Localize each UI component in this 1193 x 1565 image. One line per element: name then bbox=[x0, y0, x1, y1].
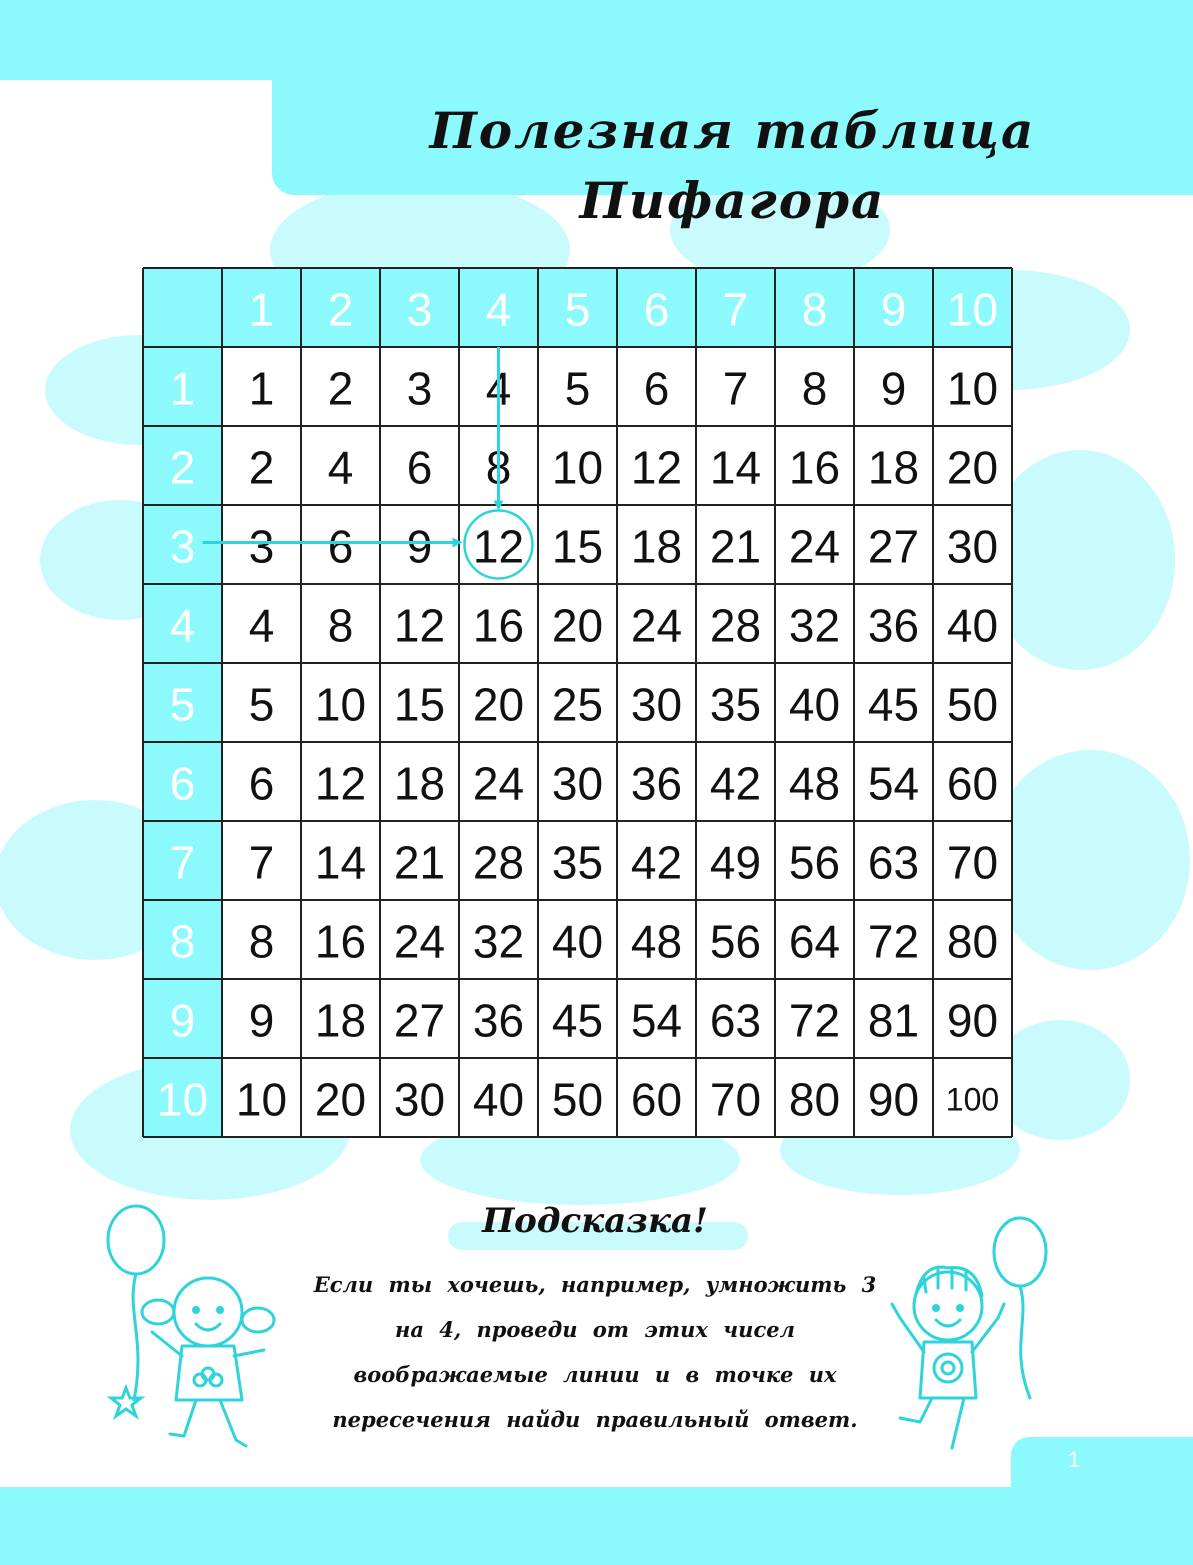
table-cell-9x5: 45 bbox=[551, 994, 604, 1047]
table-cell-7x6: 42 bbox=[630, 836, 683, 889]
table-cell-6x6: 36 bbox=[630, 757, 683, 810]
table-cell-9x3: 27 bbox=[393, 994, 446, 1047]
table-cell-3x9: 27 bbox=[867, 520, 920, 573]
column-header-6: 6 bbox=[643, 283, 670, 336]
table-cell-2x2: 4 bbox=[327, 441, 354, 494]
table-cell-8x8: 64 bbox=[788, 915, 841, 968]
table-cell-1x3: 3 bbox=[406, 362, 433, 415]
table-cell-4x6: 24 bbox=[630, 599, 683, 652]
table-cell-8x3: 24 bbox=[393, 915, 446, 968]
table-cell-3x8: 24 bbox=[788, 520, 841, 573]
table-cell-1x8: 8 bbox=[801, 362, 828, 415]
table-cell-8x2: 16 bbox=[314, 915, 367, 968]
table-cell-5x10: 50 bbox=[946, 678, 999, 731]
table-cell-1x7: 7 bbox=[722, 362, 749, 415]
column-header-3: 3 bbox=[406, 283, 433, 336]
table-cell-3x7: 21 bbox=[709, 520, 762, 573]
table-cell-7x7: 49 bbox=[709, 836, 762, 889]
column-header-4: 4 bbox=[485, 283, 512, 336]
table-cell-10x7: 70 bbox=[709, 1073, 762, 1126]
column-header-10: 10 bbox=[946, 283, 999, 336]
girl-with-balloon-icon bbox=[96, 1200, 286, 1460]
hint-heading: Подсказка! bbox=[482, 1201, 708, 1241]
table-cell-6x5: 30 bbox=[551, 757, 604, 810]
table-cell-3x6: 18 bbox=[630, 520, 683, 573]
table-cell-2x9: 18 bbox=[867, 441, 920, 494]
column-header-5: 5 bbox=[564, 283, 591, 336]
table-cell-5x4: 20 bbox=[472, 678, 525, 731]
table-cell-7x8: 56 bbox=[788, 836, 841, 889]
table-cell-7x2: 14 bbox=[314, 836, 367, 889]
table-cell-4x10: 40 bbox=[946, 599, 999, 652]
row-header-4: 4 bbox=[169, 599, 196, 652]
row-header-9: 9 bbox=[169, 994, 196, 1047]
table-cell-4x4: 16 bbox=[472, 599, 525, 652]
page-number-tab bbox=[1011, 1437, 1193, 1497]
column-header-1: 1 bbox=[248, 283, 275, 336]
table-cell-8x9: 72 bbox=[867, 915, 920, 968]
table-cell-10x9: 90 bbox=[867, 1073, 920, 1126]
row-header-8: 8 bbox=[169, 915, 196, 968]
table-cell-5x7: 35 bbox=[709, 678, 762, 731]
table-cell-10x3: 30 bbox=[393, 1073, 446, 1126]
table-cell-1x6: 6 bbox=[643, 362, 670, 415]
table-cell-6x2: 12 bbox=[314, 757, 367, 810]
table-cell-5x8: 40 bbox=[788, 678, 841, 731]
row-header-3: 3 bbox=[169, 520, 196, 573]
table-cell-4x8: 32 bbox=[788, 599, 841, 652]
row-header-6: 6 bbox=[169, 757, 196, 810]
table-cell-8x4: 32 bbox=[472, 915, 525, 968]
table-cell-6x1: 6 bbox=[248, 757, 275, 810]
table-cell-1x4: 4 bbox=[485, 362, 512, 415]
bottom-band bbox=[0, 1487, 1193, 1565]
table-cell-2x7: 14 bbox=[709, 441, 762, 494]
table-cell-3x4: 12 bbox=[472, 520, 525, 573]
table-cell-7x1: 7 bbox=[248, 836, 275, 889]
table-cell-2x6: 12 bbox=[630, 441, 683, 494]
table-cell-2x10: 20 bbox=[946, 441, 999, 494]
table-cell-9x2: 18 bbox=[314, 994, 367, 1047]
table-cell-4x9: 36 bbox=[867, 599, 920, 652]
table-cell-10x6: 60 bbox=[630, 1073, 683, 1126]
table-cell-9x7: 63 bbox=[709, 994, 762, 1047]
table-cell-3x10: 30 bbox=[946, 520, 999, 573]
table-cell-10x4: 40 bbox=[472, 1073, 525, 1126]
table-cell-4x2: 8 bbox=[327, 599, 354, 652]
row-header-2: 2 bbox=[169, 441, 196, 494]
table-cell-10x1: 10 bbox=[235, 1073, 288, 1126]
table-cell-3x2: 6 bbox=[327, 520, 354, 573]
table-cell-6x4: 24 bbox=[472, 757, 525, 810]
table-cell-9x4: 36 bbox=[472, 994, 525, 1047]
hint-text: Если ты хочешь, например, умножить 3 на 4, проведи от этих чисел воображаемые линии и в точке их пересечения найди правильный ответ. bbox=[313, 1272, 877, 1432]
table-cell-5x9: 45 bbox=[867, 678, 920, 731]
table-cell-9x1: 9 bbox=[248, 994, 275, 1047]
table-cell-2x5: 10 bbox=[551, 441, 604, 494]
table-cell-6x3: 18 bbox=[393, 757, 446, 810]
table-cell-2x3: 6 bbox=[406, 441, 433, 494]
table-cell-7x10: 70 bbox=[946, 836, 999, 889]
table-cell-7x9: 63 bbox=[867, 836, 920, 889]
table-cell-1x1: 1 bbox=[248, 362, 275, 415]
table-cell-1x10: 10 bbox=[946, 362, 999, 415]
page-title: Полезная таблица Пифагора bbox=[429, 101, 1036, 230]
column-header-7: 7 bbox=[722, 283, 749, 336]
table-cell-5x1: 5 bbox=[248, 678, 275, 731]
table-cell-8x7: 56 bbox=[709, 915, 762, 968]
row-header-5: 5 bbox=[169, 678, 196, 731]
table-cell-6x8: 48 bbox=[788, 757, 841, 810]
column-header-9: 9 bbox=[880, 283, 907, 336]
table-cell-8x1: 8 bbox=[248, 915, 275, 968]
table-cell-8x5: 40 bbox=[551, 915, 604, 968]
table-cell-9x8: 72 bbox=[788, 994, 841, 1047]
table-cell-4x5: 20 bbox=[551, 599, 604, 652]
table-cell-2x1: 2 bbox=[248, 441, 275, 494]
table-cell-5x6: 30 bbox=[630, 678, 683, 731]
table-cell-6x7: 42 bbox=[709, 757, 762, 810]
page-number: 1 bbox=[1067, 1447, 1081, 1472]
table-cell-7x5: 35 bbox=[551, 836, 604, 889]
table-cell-1x5: 5 bbox=[564, 362, 591, 415]
table-cell-6x9: 54 bbox=[867, 757, 920, 810]
table-cell-4x1: 4 bbox=[248, 599, 275, 652]
row-header-7: 7 bbox=[169, 836, 196, 889]
column-header-2: 2 bbox=[327, 283, 354, 336]
table-cell-3x1: 3 bbox=[248, 520, 275, 573]
table-cell-3x5: 15 bbox=[551, 520, 604, 573]
table-cell-9x9: 81 bbox=[867, 994, 920, 1047]
table-cell-10x5: 50 bbox=[551, 1073, 604, 1126]
table-cell-8x10: 80 bbox=[946, 915, 999, 968]
table-cell-5x5: 25 bbox=[551, 678, 604, 731]
table-cell-4x7: 28 bbox=[709, 599, 762, 652]
table-cell-7x3: 21 bbox=[393, 836, 446, 889]
table-cell-10x2: 20 bbox=[314, 1073, 367, 1126]
row-header-1: 1 bbox=[169, 362, 196, 415]
table-cell-9x10: 90 bbox=[946, 994, 999, 1047]
table-cell-1x9: 9 bbox=[880, 362, 907, 415]
table-cell-7x4: 28 bbox=[472, 836, 525, 889]
table-cell-2x4: 8 bbox=[485, 441, 512, 494]
boy-with-balloon-icon bbox=[880, 1208, 1080, 1458]
table-cell-6x10: 60 bbox=[946, 757, 999, 810]
row-header-10: 10 bbox=[156, 1073, 209, 1126]
table-cell-5x2: 10 bbox=[314, 678, 367, 731]
column-header-8: 8 bbox=[801, 283, 828, 336]
table-cell-10x8: 80 bbox=[788, 1073, 841, 1126]
table-cell-10x10: 100 bbox=[945, 1081, 1000, 1118]
table-cell-4x3: 12 bbox=[393, 599, 446, 652]
table-cell-8x6: 48 bbox=[630, 915, 683, 968]
table-cell-9x6: 54 bbox=[630, 994, 683, 1047]
table-cell-5x3: 15 bbox=[393, 678, 446, 731]
table-cell-2x8: 16 bbox=[788, 441, 841, 494]
table-cell-1x2: 2 bbox=[327, 362, 354, 415]
table-cell-3x3: 9 bbox=[406, 520, 433, 573]
